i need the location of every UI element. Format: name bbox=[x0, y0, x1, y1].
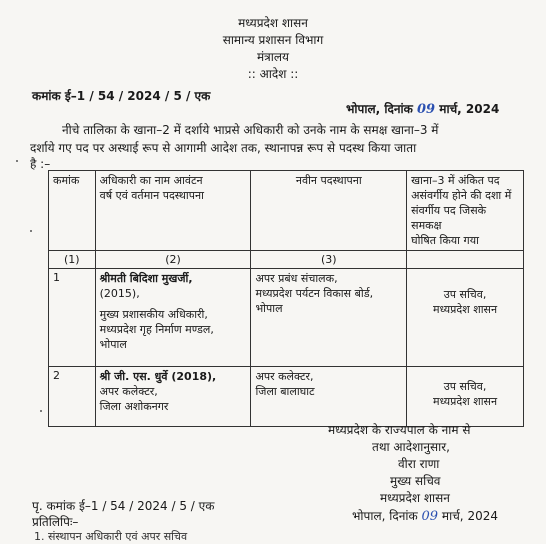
table-row bbox=[49, 269, 524, 367]
header-new-posting: नवीन पदस्थापना bbox=[251, 171, 407, 251]
row-officer: श्रीमती बिदिशा मुखर्जी, (2015), मुख्य प्रशासकीय अधिकारी, मध्यप्रदेश गृह निर्माण मण्डल, भोपाल bbox=[95, 269, 251, 367]
signature-day-handwritten: 09 bbox=[421, 509, 439, 524]
scan-speck bbox=[30, 230, 32, 232]
header-sno: कमांक bbox=[49, 171, 96, 251]
copy-item-1: 1. संस्थापन अधिकारी एवं अपर सचिव bbox=[34, 530, 188, 543]
copy-label: प्रतिलिपिः– bbox=[32, 515, 79, 529]
table-header-row bbox=[49, 171, 524, 251]
header-department: सामान्य प्रशासन विभाग bbox=[222, 33, 324, 47]
copy-number: पृ. कमांक ई–1 / 54 / 2024 / 5 / एक bbox=[32, 499, 215, 513]
header-equivalent-post: खाना–3 में अंकित पद असंवर्गीय होने की दशा में संवर्गीय पद जिसके समकक्ष घोषित किया गया bbox=[407, 171, 524, 251]
date-day-handwritten: 09 bbox=[417, 102, 436, 117]
scan-speck bbox=[16, 160, 18, 162]
signature-line-1: मध्यप्रदेश के राज्यपाल के नाम से bbox=[328, 423, 471, 437]
scan-speck bbox=[40, 410, 42, 412]
row-sno: 2 bbox=[49, 367, 96, 427]
order-date bbox=[346, 100, 499, 117]
signatory-name: वीरा राणा bbox=[398, 457, 440, 471]
table-row bbox=[49, 367, 524, 427]
row-equivalent-post: उप सचिव, मध्यप्रदेश शासन bbox=[407, 367, 524, 427]
date-month-year: मार्च, 2024 bbox=[439, 102, 500, 116]
signature-date: भोपाल, दिनांक 09 मार्च, 2024 bbox=[352, 509, 498, 524]
body-line-2: दर्शाये गए पद पर अस्थाई रूप से आगामी आदेश तक, स्थानापन्न रूप से पदस्थ किया जाता bbox=[30, 141, 417, 155]
row-new-posting: अपर प्रबंध संचालक, मध्यप्रदेश पर्यटन विकास बोर्ड, भोपाल bbox=[251, 269, 407, 367]
col-number-2: (2) bbox=[95, 251, 251, 269]
header-order-label: :: आदेश :: bbox=[247, 67, 299, 81]
posting-table bbox=[48, 170, 524, 427]
date-prefix: भोपाल, दिनांक bbox=[346, 102, 413, 116]
signature-line-2: तथा आदेशानुसार, bbox=[372, 440, 450, 454]
header-officer: अधिकारी का नाम आवंटन वर्ष एवं वर्तमान पदस्थापना bbox=[95, 171, 251, 251]
row-equivalent-post: उप सचिव, मध्यप्रदेश शासन bbox=[407, 269, 524, 367]
row-new-posting: अपर कलेक्टर, जिला बालाघाट bbox=[251, 367, 407, 427]
row-sno: 1 bbox=[49, 269, 96, 367]
signatory-designation: मुख्य सचिव bbox=[390, 474, 441, 488]
col-number-3: (3) bbox=[251, 251, 407, 269]
order-number: कमांक ई–1 / 54 / 2024 / 5 / एक bbox=[32, 89, 211, 103]
row-officer: श्री जी. एस. धुर्वे (2018), अपर कलेक्टर, जिला अशोकनगर bbox=[95, 367, 251, 427]
body-line-3: है :– bbox=[30, 157, 51, 171]
body-line-1: नीचे तालिका के खाना–2 में दर्शाये भाप्रसे अधिकारी को उनके नाम के समक्ष खाना–3 में bbox=[62, 123, 439, 137]
col-number-4-empty bbox=[407, 251, 524, 269]
col-number-1: (1) bbox=[49, 251, 96, 269]
signatory-govt: मध्यप्रदेश शासन bbox=[380, 491, 450, 505]
header-office: मंत्रालय bbox=[256, 50, 289, 64]
header-state: मध्यप्रदेश शासन bbox=[238, 16, 308, 30]
table-column-number-row bbox=[49, 251, 524, 269]
